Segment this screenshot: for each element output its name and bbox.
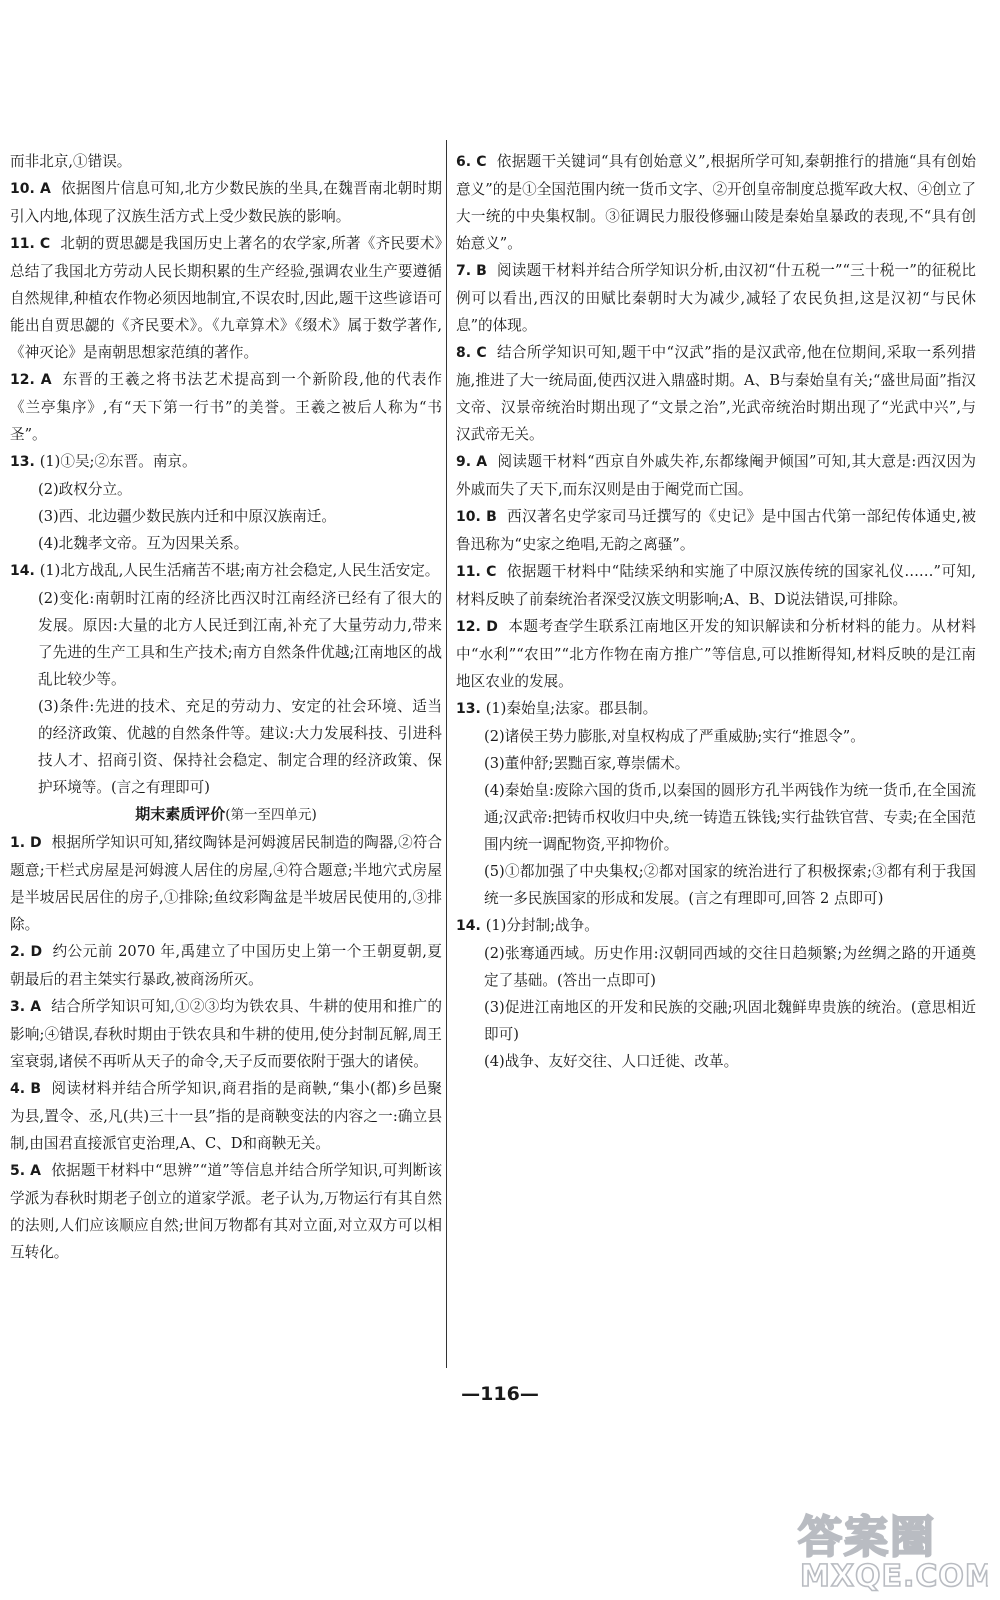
question-number: 4. (10, 1081, 31, 1097)
answer-text: 结合所学知识可知,①②③均为铁农具、牛耕的使用和推广的影响;④错误,春秋时期由于铁农具和牛耕的使用,使分封制瓦解,周王室衰弱,诸侯不再听从天子的命令,天子反而要依附于强大的诸侯。 (10, 998, 442, 1070)
answer-paragraph (456, 257, 976, 339)
answer-paragraph (456, 558, 976, 613)
question-number: 10. (456, 509, 487, 525)
answer-paragraph (10, 230, 442, 366)
answer-text: 阅读题干材料并结合所学知识分析,由汉初“什五税一”“三十税一”的征税比例可以看出,西汉的田赋比秦朝时大为减少,减轻了农民负担,这是汉初“与民休息”的体现。 (456, 262, 976, 334)
question-number: 7. (456, 263, 477, 279)
answer-text: 而非北京,①错误。 (10, 153, 132, 170)
section-heading (10, 801, 442, 829)
question-number: 10. (10, 181, 40, 197)
answer-paragraph (10, 557, 442, 585)
answer-letter: A (476, 454, 488, 470)
question-number: 3. (10, 999, 31, 1015)
watermark-logo-graphic (792, 1500, 988, 1592)
question-number: 13. (456, 701, 486, 717)
answer-paragraph (456, 503, 976, 558)
answer-text: (3)董仲舒;罢黜百家,尊崇儒术。 (484, 755, 690, 772)
answer-text: 依据题干关键词“具有创始意义”,根据所学可知,秦朝推行的措施“具有创始意义”的是①全国范围内统一货币文字、②开创皇帝制度总揽军政大权、④创立了大一统的中央集权制。③征调民力服役修骊山陵是秦始皇暴政的表现,不“具有创始意义”。 (456, 153, 976, 252)
answer-text: (2)张骞通西域。历史作用:汉朝同西域的交往日趋频繁;为丝绸之路的开通奠定了基础。(答出一点即可) (484, 945, 976, 989)
answer-text: (1)分封制;战争。 (485, 917, 599, 934)
answer-text: 东晋的王羲之将书法艺术提高到一个新阶段,他的代表作《兰亭集序》,有“天下第一行书”的美誉。王羲之被后人称为“书圣”。 (10, 371, 442, 443)
answer-text: (4)北魏孝文帝。互为因果关系。 (38, 535, 249, 552)
answer-letter: D (30, 835, 42, 851)
answer-letter: C (476, 154, 487, 170)
answer-text: 本题考查学生联系江南地区开发的知识解读和分析材料的能力。从材料中“水利”“农田”“北方作物在南方推广”等信息,可以推断得知,材料反映的是江南地区农业的发展。 (456, 618, 976, 690)
column-divider (446, 140, 447, 1368)
answer-paragraph (456, 994, 976, 1048)
answer-paragraph (456, 613, 976, 695)
answer-letter: A (30, 999, 42, 1015)
answer-text: (1)秦始皇;法家。郡县制。 (485, 700, 658, 717)
answer-text: 结合所学知识可知,题干中“汉武”指的是汉武帝,他在位期间,采取一系列措施,推进了大一统局面,使西汉进入鼎盛时期。A、B与秦始皇有关;“盛世局面”指汉文帝、汉景帝统治时期出现了“文景之治”,光武帝统治时期出现了“光武中兴”,与汉武帝无关。 (456, 344, 977, 443)
answer-text: 依据题干材料中“陆续采纳和实施了中原汉族传统的国家礼仪……”可知,材料反映了前秦统治者深受汉族文明影响;A、B、D说法错误,可排除。 (456, 563, 976, 608)
answer-text: 依据图片信息可知,北方少数民族的坐具,在魏晋南北朝时期引入内地,体现了汉族生活方式上受少数民族的影响。 (10, 180, 442, 225)
answer-paragraph (10, 993, 442, 1075)
answer-paragraph (456, 777, 976, 858)
right-column (456, 148, 976, 1075)
answer-text: (2)变化:南朝时江南的经济比西汉时江南经济已经有了很大的发展。原因:大量的北方人民迁到江南,补充了大量劳动力,带来了先进的生产工具和生产技术;南方自然条件优越;江南地区的战乱比较少等。 (38, 590, 442, 688)
question-number: 12. (10, 372, 41, 388)
answer-paragraph (10, 448, 442, 476)
watermark-logo-url: MXQE.COM (800, 1559, 988, 1592)
answer-paragraph (456, 448, 976, 503)
section-title: 期末素质评价 (135, 805, 226, 823)
answer-paragraph (456, 750, 976, 777)
left-answers-part1 (10, 148, 442, 801)
question-number: 11. (456, 564, 487, 580)
answer-paragraph (10, 148, 442, 175)
answer-text: (3)条件:先进的技术、充足的劳动力、安定的社会环境、适当的经济政策、优越的自然条件等。建议:大力发展科技、引进科技人才、招商引资、保持社会稳定、制定合理的经济政策、保护环境等。(言之有理即可) (38, 698, 442, 796)
answer-paragraph (456, 695, 976, 723)
section-subtitle: (第一至四单元) (225, 807, 317, 823)
answer-text: (4)秦始皇:废除六国的货币,以秦国的圆形方孔半两钱作为统一货币,在全国流通;汉武帝:把铸币权收归中央,统一铸造五铢钱;实行盐铁官营、专卖;在全国范围内统一调配物资,平抑物价。 (484, 782, 976, 853)
question-number: 14. (456, 918, 486, 934)
answer-paragraph (10, 476, 442, 503)
answer-paragraph (10, 693, 442, 801)
answer-letter: A (39, 181, 51, 197)
answer-letter: C (486, 564, 497, 580)
answer-paragraph (456, 148, 976, 257)
answer-paragraph (10, 366, 442, 448)
answer-letter: B (486, 509, 497, 525)
answer-letter: D (486, 619, 498, 635)
answer-text: 阅读题干材料“西京自外戚失祚,东都缘阉尹倾国”可知,其大意是:西汉因为外戚而失了天下,而东汉则是由于阉党而亡国。 (456, 453, 976, 498)
answer-text: (3)促进江南地区的开发和民族的交融;巩固北魏鲜卑贵族的统治。(意思相近即可) (484, 999, 976, 1043)
answer-letter: A (30, 1163, 42, 1179)
answer-text: 阅读材料并结合所学知识,商君指的是商鞅,“集小(都)乡邑聚为县,置令、丞,凡(共)三十一县”指的是商鞅变法的内容之一:确立县制,由国君直接派官吏治理,A、C、D和商鞅无关。 (10, 1080, 442, 1152)
answer-paragraph (10, 530, 442, 557)
answer-letter: A (40, 372, 52, 388)
answer-text: (1)北方战乱,人民生活痛苦不堪;南方社会稳定,人民生活安定。 (39, 562, 440, 579)
answer-text: 依据题干材料中“思辨”“道”等信息并结合所学知识,可判断该学派为春秋时期老子创立的道家学派。老子认为,万物运行有其自然的法则,人们应该顺应自然;世间万物都有其对立面,对立双方可以相互转化。 (10, 1162, 443, 1261)
left-column (10, 148, 442, 1266)
answer-paragraph (10, 938, 442, 993)
question-number: 1. (10, 835, 30, 851)
question-number: 13. (10, 454, 40, 470)
answer-text: (5)①都加强了中央集权;②都对国家的统治进行了积极探索;③都有利于我国统一多民族国家的形成和发展。(言之有理即可,回答 2 点即可) (484, 863, 976, 907)
answer-paragraph (456, 1048, 976, 1075)
question-number: 12. (456, 619, 487, 635)
answer-paragraph (10, 503, 442, 530)
answer-paragraph (10, 175, 442, 230)
watermark-logo (792, 1500, 988, 1592)
question-number: 6. (456, 154, 477, 170)
answer-text: (3)西、北边疆少数民族内迁和中原汉族南迁。 (38, 508, 336, 525)
answer-paragraph (10, 1075, 442, 1157)
answer-paragraph (456, 723, 976, 750)
answer-text: (2)诸侯王势力膨胀,对皇权构成了严重威胁;实行“推恩令”。 (484, 728, 865, 745)
answer-text: 北朝的贾思勰是我国历史上著名的农学家,所著《齐民要术》总结了我国北方劳动人民长期积累的生产经验,强调农业生产要遵循自然规律,种植农作物必须因地制宜,不误农时,因此,题干这些谚语可能出自贾思勰的《齐民要术》。《九章算术》《缀术》属于数学著作,《神灭论》是南朝思想家范缜的著作。 (10, 235, 442, 361)
answer-text: 约公元前 2070 年,禹建立了中国历史上第一个王朝夏朝,夏朝最后的君主桀实行暴政,被商汤所灭。 (10, 943, 443, 988)
left-answers-part2 (10, 829, 442, 1266)
answer-text: 根据所学知识可知,猪纹陶钵是河姆渡居民制造的陶器,②符合题意;干栏式房屋是河姆渡人居住的房屋,④符合题意;半地穴式房屋是半坡居民居住的房子,①排除;鱼纹彩陶盆是半坡居民使用的,③排除。 (10, 834, 443, 933)
answer-text: (1)①吴;②东晋。南京。 (39, 453, 197, 470)
question-number: 14. (10, 563, 40, 579)
answer-letter: B (476, 263, 487, 279)
answer-text: 西汉著名史学家司马迁撰写的《史记》是中国古代第一部纪传体通史,被鲁迅称为“史家之绝唱,无韵之离骚”。 (456, 508, 976, 553)
answer-letter: C (476, 345, 487, 361)
answer-letter: B (30, 1081, 42, 1097)
question-number: 2. (10, 944, 31, 960)
question-number: 8. (456, 345, 477, 361)
answer-letter: D (30, 944, 43, 960)
watermark-logo-text: 答案圈 (798, 1512, 936, 1563)
question-number: 9. (456, 454, 477, 470)
question-number: 5. (10, 1163, 31, 1179)
answer-paragraph (456, 858, 976, 912)
answer-paragraph (10, 1157, 442, 1266)
answer-letter: C (39, 236, 51, 252)
answer-paragraph (456, 940, 976, 994)
answer-paragraph (10, 585, 442, 693)
question-number: 11. (10, 236, 40, 252)
answer-paragraph (10, 829, 442, 938)
page-number: —116— (461, 1383, 539, 1405)
answer-text: (2)政权分立。 (38, 481, 132, 498)
answer-paragraph (456, 339, 976, 448)
answer-paragraph (456, 912, 976, 940)
answer-text: (4)战争、友好交往、人口迁徙、改革。 (484, 1053, 739, 1070)
